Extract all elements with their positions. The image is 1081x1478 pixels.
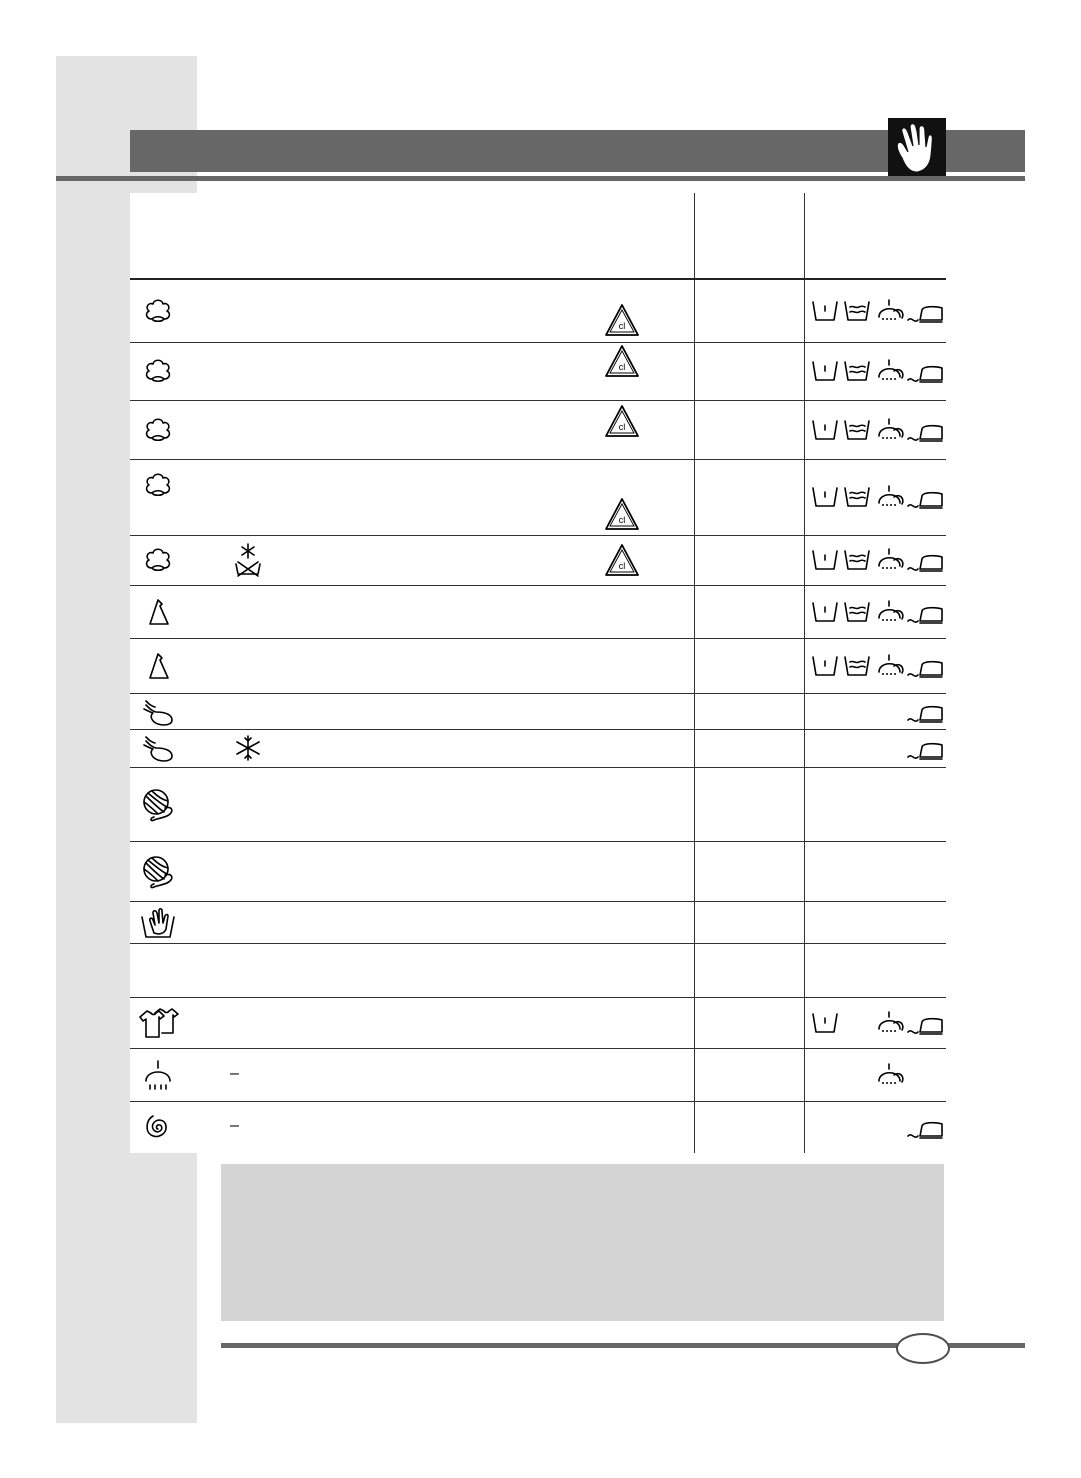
table-row [130,901,946,943]
cotton-icon [138,291,178,331]
care-symbols [806,698,946,724]
wash-tub-wave-icon [845,551,869,569]
table-row [130,535,946,585]
dryer-icon [879,419,903,439]
wash-tub-icon [813,362,837,380]
drying-icon [138,1055,178,1095]
table-row [130,1048,946,1101]
cotton-icon [138,351,178,391]
table-row [130,997,946,1048]
iron-icon [908,662,942,677]
svg-text:cl: cl [618,515,626,525]
table-row [130,585,946,638]
iron-icon [908,744,942,759]
table-row [130,767,946,841]
wash-tub-icon [813,302,837,320]
bleach-triangle-icon [604,543,640,577]
wash-tub-wave-icon [845,603,869,621]
dryer-icon [879,601,903,621]
table-row [130,638,946,693]
iron-icon [908,367,942,382]
iron-icon [908,1019,942,1034]
hand-wash-icon [138,903,178,943]
row-divider [130,767,946,768]
row-divider [130,342,946,343]
iron-icon [908,493,942,508]
row-divider [130,1048,946,1049]
table-row [130,693,946,729]
wash-tub-wave-icon [845,302,869,320]
row-divider [130,1101,946,1102]
care-symbols [806,547,946,573]
wash-tub-wave-icon [845,488,869,506]
care-symbols [806,298,946,324]
row-divider [130,638,946,639]
care-symbols [806,484,946,510]
row-divider [130,535,946,536]
dash-mark: – [230,1065,239,1082]
bleach-triangle-icon [604,344,640,378]
wash-tub-icon [813,421,837,439]
table-row [130,729,946,767]
iron-icon [908,707,942,722]
row-divider [130,585,946,586]
table-row [130,841,946,901]
iron-icon [908,1123,942,1138]
dryer-icon [879,655,903,675]
svg-text:cl: cl [618,422,626,432]
table-row [130,279,946,342]
wash-tub-wave-icon [845,362,869,380]
table-row [130,943,946,997]
care-symbols [806,417,946,443]
delicate-icon [138,731,178,771]
row-divider [130,841,946,842]
wool-icon [138,851,178,891]
wash-tub-icon [813,657,837,675]
wash-tub-icon [813,551,837,569]
dryer-icon [879,1064,903,1084]
bleach-triangle-icon [604,303,640,337]
care-symbols [806,599,946,625]
table-row [130,400,946,459]
table-row [130,459,946,535]
care-symbols [806,1062,946,1088]
dryer-icon [879,300,903,320]
cotton-icon [138,410,178,450]
synthetic-icon [138,646,178,686]
iron-icon [908,608,942,623]
bleach-triangle-icon [604,404,640,438]
svg-text:cl: cl [618,561,626,571]
cotton-icon [138,465,178,505]
svg-text:cl: cl [618,321,626,331]
cotton-icon [138,540,178,580]
dryer-icon [879,1012,903,1032]
row-divider [130,943,946,944]
wash-tub-icon [813,488,837,506]
svg-text:cl: cl [618,362,626,372]
iron-icon [908,426,942,441]
spin-icon [138,1107,178,1147]
wash-tub-icon [813,603,837,621]
row-divider [130,997,946,998]
bleach-triangle-icon [604,497,640,531]
row-divider [130,693,946,694]
dash-mark: – [230,1117,239,1134]
iron-icon [908,556,942,571]
header-rule [56,176,1025,181]
page-number-badge [896,1333,950,1364]
note-box [221,1164,944,1321]
table-row [130,342,946,400]
dryer-icon [879,360,903,380]
dryer-icon [879,486,903,506]
care-symbols [806,653,946,679]
care-symbols [806,735,946,761]
table-row [130,1101,946,1153]
shirts-icon [138,1003,178,1043]
wool-icon [138,784,178,824]
row-divider [130,400,946,401]
synthetic-icon [138,592,178,632]
care-symbols [806,1114,946,1140]
hand-icon [888,118,946,176]
row-divider [130,901,946,902]
wash-tub-wave-icon [845,421,869,439]
care-symbols [806,358,946,384]
iron-icon [908,307,942,322]
cold-wash-icon [230,542,266,578]
care-symbols [806,1010,946,1036]
dryer-icon [879,549,903,569]
wash-tub-icon [813,1014,837,1032]
snowflake-icon [230,730,266,766]
wash-tub-wave-icon [845,657,869,675]
row-divider [130,459,946,460]
